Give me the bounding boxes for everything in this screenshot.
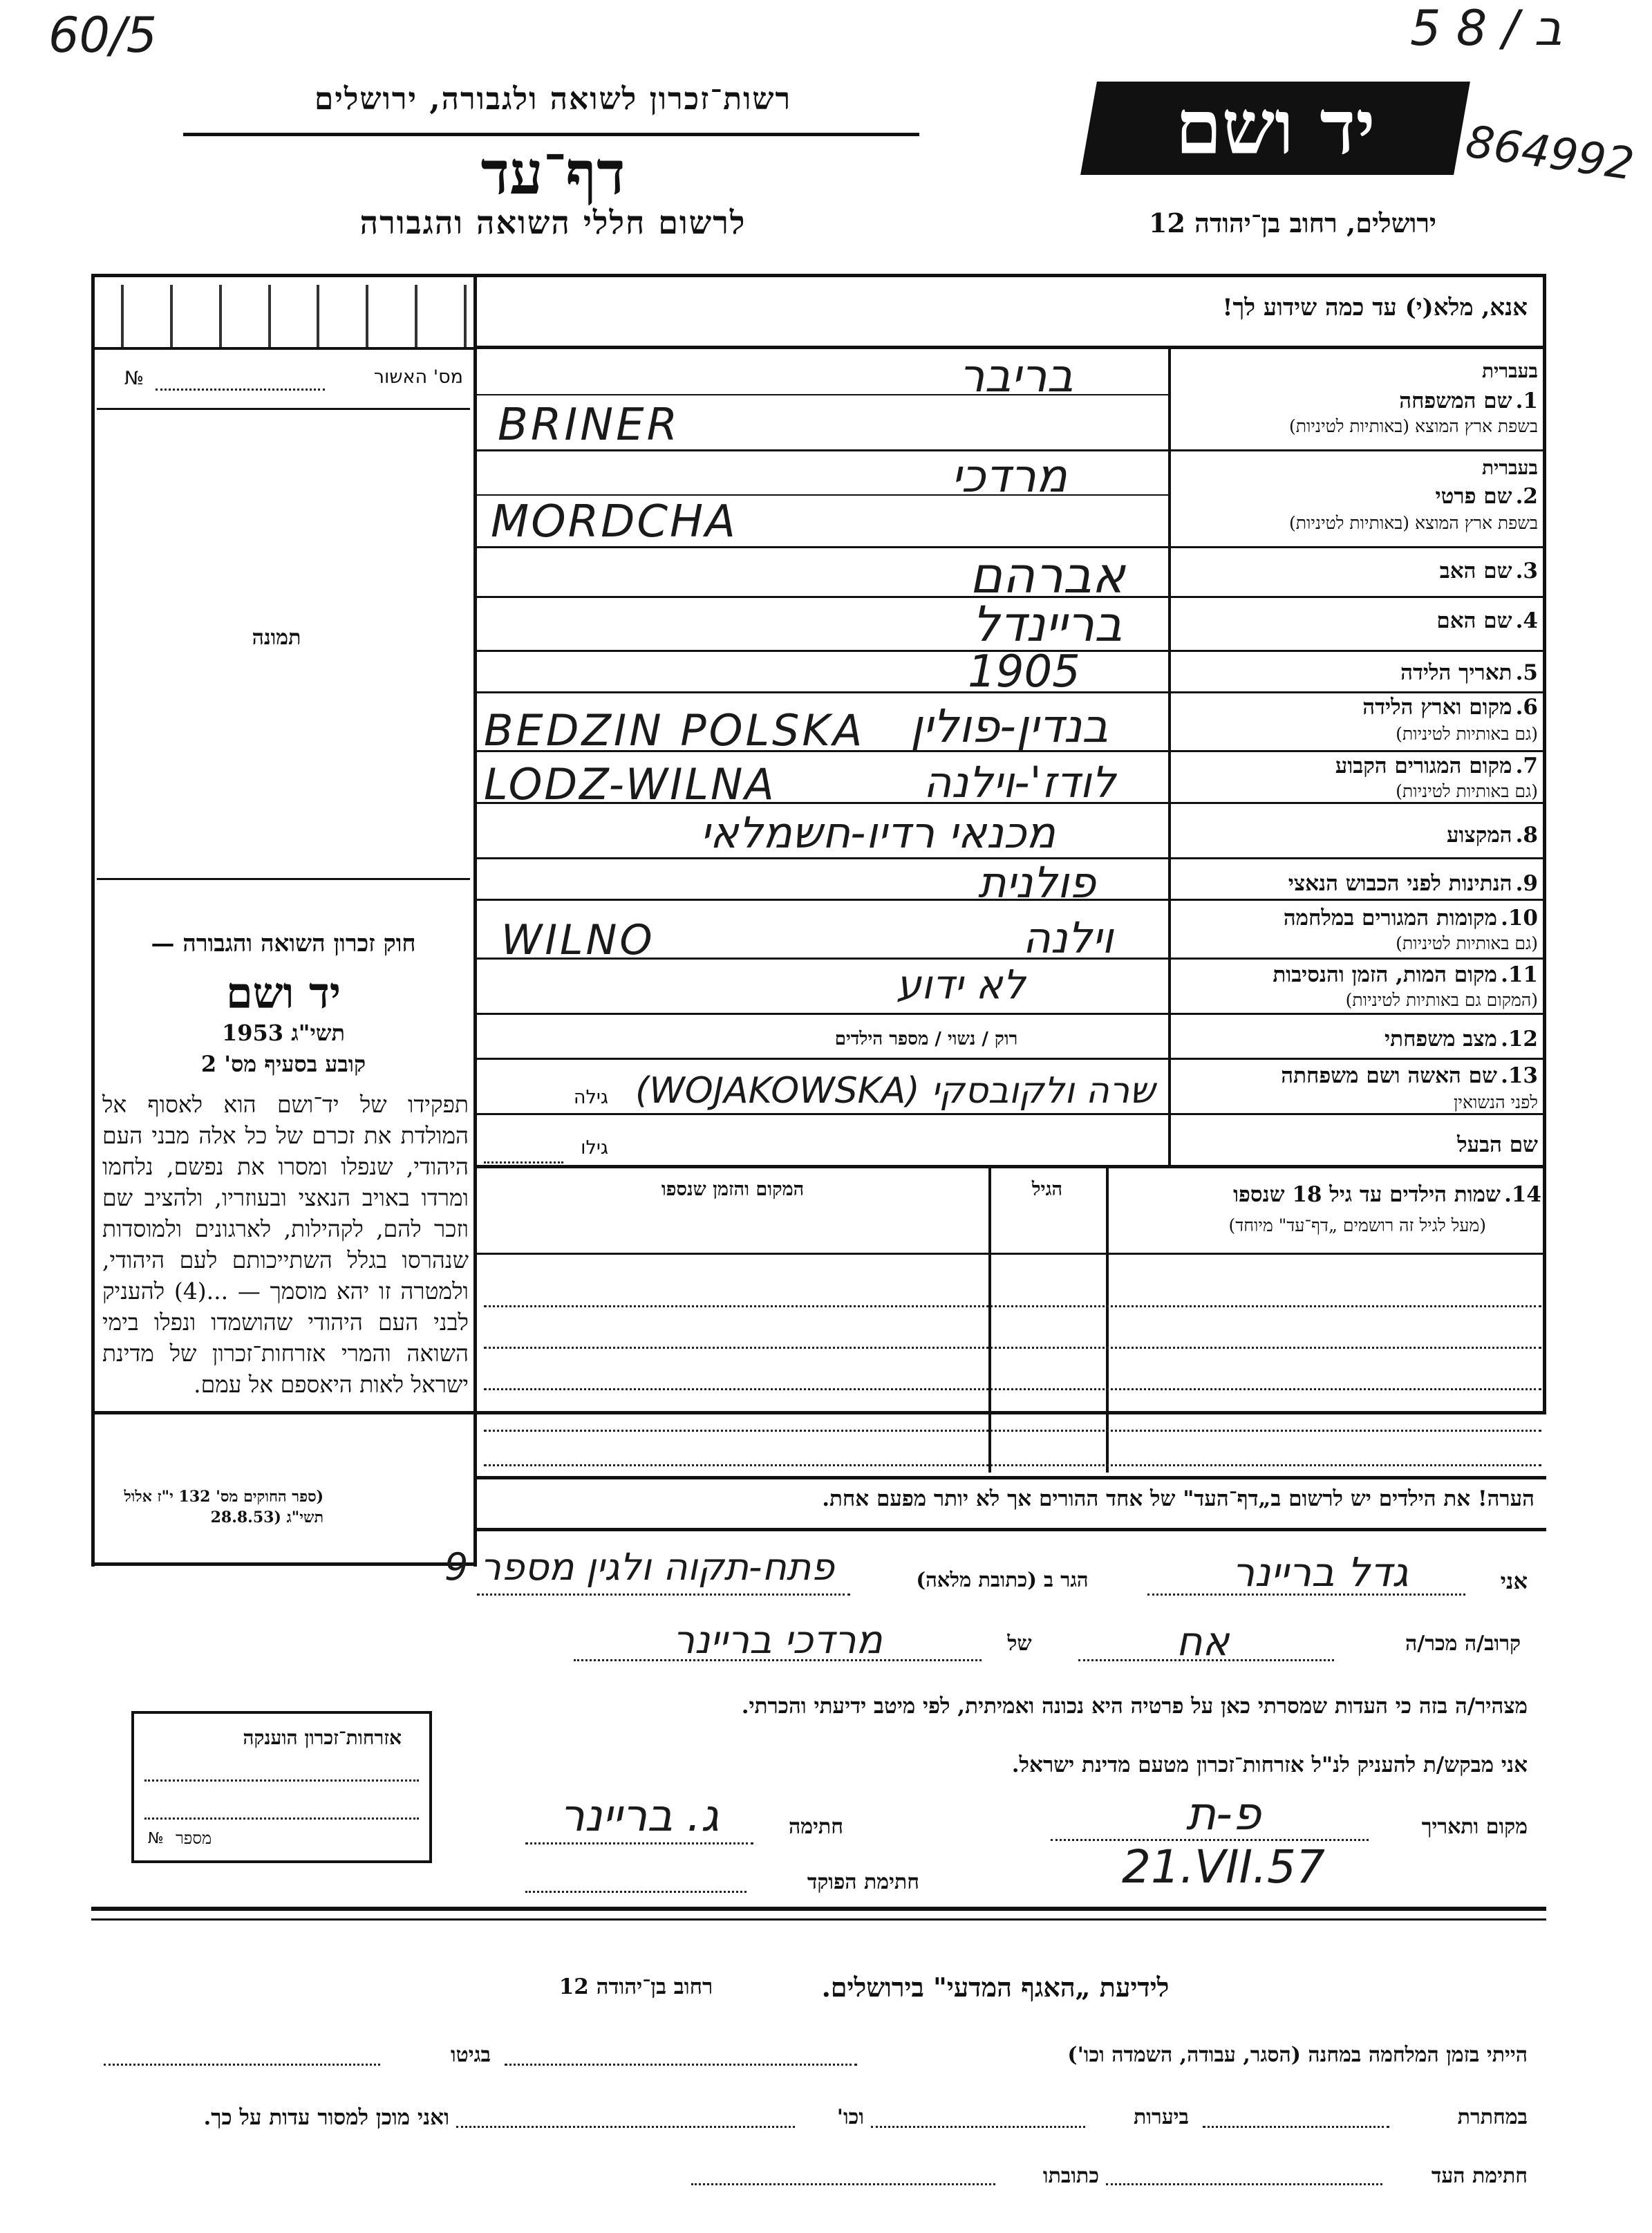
law-clause: קובע בסעיף מס' 2 [200,1051,366,1077]
children-header: 14. שמות הילדים עד גיל 18 שנספו [1233,1182,1541,1207]
law-year: תשי"ג 1953 [222,1020,345,1046]
yad-vashem-logo [1080,82,1470,175]
page-mark: 5 8 / ב [1410,0,1562,57]
field-2-row: 2. שם פרטי [1435,484,1538,509]
bottom-etc: וכו' [836,2105,864,2129]
declarant-address[interactable]: פתח-תקוה ולגין מספר 9 [444,1545,834,1589]
field-1-sub: בשפת ארץ המוצא (באותיות לטיניות) [1289,416,1538,436]
father-name[interactable]: אברהם [969,546,1125,604]
field-2-heb: בעברית [1481,456,1538,479]
place-date-label: מקום ותאריך [1421,1815,1528,1839]
field-7-sub: (גם באותיות לטיניות) [1396,781,1538,801]
form-title: דף־עד [480,138,626,208]
death-place[interactable]: לא ידוע [896,961,1026,1008]
husband-age-label: גילו [581,1137,608,1159]
citizenship-title: אזרחות־זכרון הוענקה [243,1726,402,1749]
children-place-header: המקום והזמן שנספו [661,1179,805,1200]
field-10-row: 10. מקומות המגורים במלחמה [1283,906,1538,931]
field-5-row: 5. תאריך הלידה [1400,660,1538,685]
field-1-label [1179,359,1538,383]
bottom-line1-ghetto: בגיטו [450,2043,491,2067]
bottom-line1-camp: הייתי בזמן המלחמה במחנה (הסגר, עבודה, השמדה וכו') [1067,2043,1528,2067]
field-1-heb: בעברית [1481,359,1538,382]
citizenship-box [131,1711,432,1863]
children-note: הערה! את הילדים יש לרשום ב„דף־העד" של אחד ההורים אך לא יותר מפעם אחת. [822,1486,1534,1511]
husband-row: שם הבעל [1457,1132,1538,1157]
approval-label: מס' האשור [373,366,463,388]
children-sub: (מעל לגיל זה רושמים „דף־עד" מיוחד) [1228,1215,1486,1235]
birthplace-hebrew[interactable]: בנדין-פולין [910,700,1109,753]
first-name-hebrew[interactable]: מרדכי [951,449,1067,503]
surname-latin[interactable]: BRINER [498,400,681,451]
wife-name[interactable]: שרה ולקובסקי (WOJAKOWSKA) [635,1070,1155,1112]
mother-name[interactable]: בריינדל [972,596,1123,653]
citizenship-no: № [148,1830,164,1847]
field-10-sub: (גם באותיות לטיניות) [1396,933,1538,953]
bottom-title: לידיעת „האגף המדעי" בירושלים. [821,1972,1170,2003]
officer-signature-label: חתימת הפוקד [807,1870,919,1894]
residence-latin[interactable]: LODZ-WILNA [484,759,776,810]
profession[interactable]: מכנאי רדיו-חשמלאי [700,807,1055,858]
bottom-witness-signature: חתימת העד [1431,2164,1528,2188]
institute-name: רשות־זכרון לשואה ולגבורה, ירושלים [314,82,792,117]
birthplace-latin[interactable]: BEDZIN POLSKA [484,705,865,756]
field-11-sub: (המקום גם באותיות לטיניות) [1345,990,1538,1010]
field-12-row: 12. מצב משפחתי [1385,1027,1538,1052]
of-label: של [1007,1632,1032,1656]
instruction: אנא, מלא(י) עד כמה שידוע לך! [1222,294,1528,321]
field-7-row: 7. מקום המגורים הקבוע [1335,754,1538,778]
wartime-residence-latin[interactable]: WILNO [501,916,655,964]
field-13-sub: לפני הנשואין [1454,1092,1538,1112]
place-date[interactable]: פ-ת 21.VII.57 [1121,1787,1325,1894]
declarant-ani: אני [1500,1568,1528,1594]
bottom-willing: ואני מוכן למסור עדות על כך. [203,2105,449,2130]
field-6-row: 6. מקום וארץ הלידה [1362,695,1538,720]
field-11-row: 11. מקום המות, הזמן והנסיבות [1273,962,1538,987]
of-name[interactable]: מרדכי בריינר [673,1618,883,1663]
photo-placeholder: תמונה [252,626,301,650]
citizenship-number-label: מספר [176,1829,212,1848]
field-13-row: 13. שם האשה ושם משפחתה [1281,1063,1538,1088]
field-8-row: 8. המקצוע [1447,823,1538,848]
approval-no: № [124,368,144,389]
law-reference: (ספר החוקים מס' 132 י"ז אלול תשי"ג (28.8.53 [124,1488,323,1526]
declaration-text: מצהיר/ה בזה כי העדות שמסרתי כאן על פרטיה היא נכונה ואמיתית, לפי מיטב ידיעתי והכרתי. [741,1694,1528,1719]
signature-label: חתימה [789,1815,843,1839]
nationality[interactable]: פולנית [977,857,1096,908]
bottom-witness-address: כתובתו [1042,2164,1099,2188]
declarant-name[interactable]: גדל בריינר [1232,1549,1409,1596]
field-6-sub: (גם באותיות לטיניות) [1396,724,1538,744]
folio-mark: 60/5 [48,7,158,64]
law-name: יד ושם [225,968,341,1018]
children-age-header: הגיל [1031,1179,1063,1200]
bottom-address: רחוב בן־יהודה 12 [559,1974,713,1999]
logo-text: יד ושם [1175,84,1376,171]
form-subtitle: לרשום חללי השואה והגבורה [359,204,747,241]
field-4-row: 4. שם האם [1436,608,1538,633]
field-1-row: 1. שם המשפחה [1399,389,1538,413]
field-3-row: 3. שם האב [1439,559,1538,583]
approval-tick-box [121,285,467,347]
relation[interactable]: אח [1176,1618,1230,1665]
law-text: תפקידו של יד־ושם הוא לאסוף אל המולדת את זכרם של כל אלה מבני העם היהודי, שנפלו ומסרו את נפשם, נלחמו ומרדו באויב הנאצי ובעוזריו, ולהציב שם וזכר להם, לקהילות, לארגונים ולמוסדות שנהרסו בגלל השתייכותם לעם היהודי, ולמטרה זו יהא מוסמך — ...(4) להעניק לבני העם היהודי שהושמדו ונפלו בימי השואה והמרי אזרחות־זכרון של מדינת ישראל לאות היאספם אל עמם. [102,1091,469,1398]
wife-age-label: גילה [573,1087,608,1108]
reference-number: 864992 [1463,116,1637,191]
bottom-forests: ביערות [1133,2105,1189,2129]
resides-label: הגר ב (כתובת מלאה) [916,1568,1089,1591]
surname-hebrew[interactable]: בריבר [959,349,1073,402]
bottom-underground: במחתרת [1457,2105,1528,2129]
field-2-sub: בשפת ארץ המוצא (באותיות לטיניות) [1289,513,1538,533]
wartime-residence-hebrew[interactable]: וילנה [1022,913,1114,963]
relative-label: קרוב/ה מכר/ה [1405,1632,1521,1656]
marital-status[interactable]: רוק / נשוי / מספר הילדים [834,1029,1018,1049]
residence-hebrew[interactable]: לודז'-וילנה [923,757,1116,807]
birth-date[interactable]: 1905 [968,646,1080,698]
institute-address: ירושלים, רחוב בן־יהודה 12 [1149,207,1436,239]
first-name-latin[interactable]: MORDCHA [491,496,738,548]
field-9-row: 9. הנתינות לפני הכבוש הנאצי [1288,871,1538,896]
law-title: חוק זכרון השואה והגבורה — [151,930,416,957]
signature[interactable]: ג. בריינר [559,1791,720,1842]
request-text: אני מבקש/ת להעניק לנ"ל אזרחות־זכרון מטעם מדינת ישראל. [1011,1753,1528,1777]
